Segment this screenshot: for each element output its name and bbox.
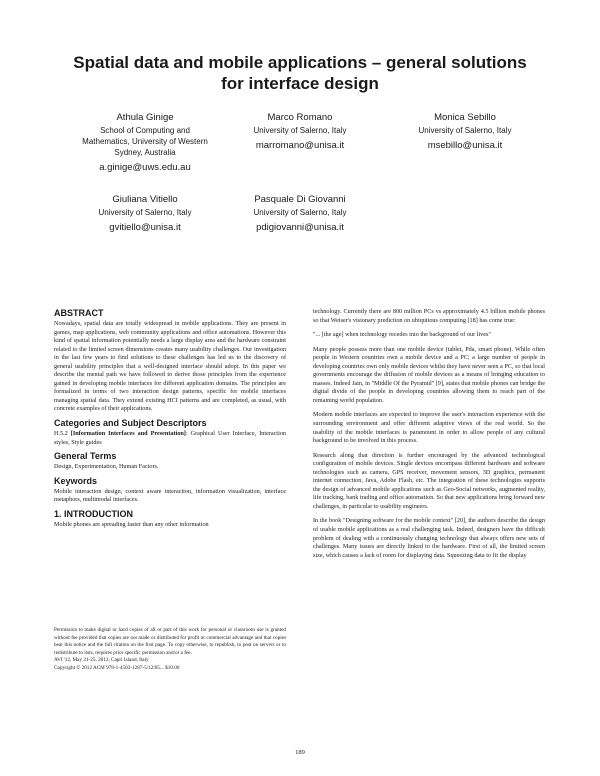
intro-heading: 1. INTRODUCTION <box>54 508 134 519</box>
author-email: a.ginige@uws.edu.au <box>99 162 191 173</box>
abstract-text: Nowadays, spatial data are totally widespread in mobile applications. They are present in games, map applications, web community applications and office automations. However this kind of spatial information potentially needs a large display area and the hardware constraint related to the limited screen dimensions creates many usability challenges. Our investigation in the last few years to find solutions to these challenges has led us to the discovery of general usability principles that a well-designed interface should adopt. In this paper we describe the mental path we have followed to derive those principles from the experience gained in developing mobile interfaces for different application domains. The principles are formalized in terms of two interaction design patterns, specific for mobile interfaces managing spatial data. They extend existing HCI patterns and are completed, as usual, with concrete examples of their applications. <box>54 320 286 413</box>
body-paragraph: technology. Currently there are 800 million PCs vs approximately 4.5 billion mobile phones so that Weiser's visionary prediction on ubiquitous computing [18] has come true: <box>313 308 545 324</box>
paper-title <box>40 52 560 94</box>
author-email: pdigiovanni@unisa.it <box>256 222 344 233</box>
categories-text <box>54 430 286 447</box>
keywords-text: Mobile interaction design, context aware interaction, information visualization, interface metaphors, multimodal interfaces. <box>54 487 286 504</box>
page-number: 189 <box>295 749 305 756</box>
author-name: Marco Romano <box>267 112 333 123</box>
categories-rest: : Graphical User Interface, Interaction styles, Style guides <box>54 430 287 446</box>
author-affiliation: Sydney, Australia <box>114 148 176 157</box>
author-name: Monica Sebillo <box>434 112 496 123</box>
quote-paragraph: "... [the age] when technology recedes into the background of our lives" <box>313 331 491 339</box>
author-name: Giuliana Vitiello <box>112 194 178 205</box>
body-paragraph: In the book "Designing software for the mobile context" [20], the authors describe the design of usable mobile applications as a real challenging task. Indeed, designers have the difficult problem of dealing with a continuously changing technology that always offers new sets of challenges. Many issues are directly linked to the hardware. First of all, the limited screen size, which causes a lack of room for displaying data. Squeezing data to fit the display <box>313 517 545 559</box>
permission-text: Permission to make digital or hard copies of all or part of this work for personal or classroom use is granted without fee provided that copies are not made or distributed for profit or commercial advantage and that copies bear this notice and the full citation on the first page. To copy otherwise, to republish, to post on servers or to redistribute to lists, requires prior specific permission and/or a fee. <box>54 627 286 656</box>
categories-code: H.5.2 <box>54 430 68 438</box>
title-line-2: for interface design <box>221 74 379 93</box>
author-name: Pasquale Di Giovanni <box>254 194 346 205</box>
body-paragraph: Many people possess more than one mobile device (tablet, Pda, smart phone). While often people in Western countries own a mobile device and a PC; a large number of people in developing countries own only mobile devices whilst they have never seen a PC, so that local governments encourage the diffusion of mobile devices as a means of bringing education to masses. Indeed Jain, in "Middle Of the Pyramid" [9], states that mobile phones can bridge the digital divide of the people in developing countries allowing them to reach part of the remaining world population. <box>313 345 545 404</box>
title-line-1: Spatial data and mobile applications – general solutions <box>73 53 527 72</box>
author-affiliation: University of Salerno, Italy <box>418 126 512 135</box>
author-block <box>380 111 550 151</box>
author-affiliation: University of Salerno, Italy <box>253 126 347 135</box>
author-affiliation: University of Salerno, Italy <box>98 208 192 217</box>
left-column <box>54 308 286 529</box>
abstract-heading: ABSTRACT <box>54 308 104 318</box>
copyright-text: Copyright © 2012 ACM 978-1-4503-1287-5/12/05... $10.00 <box>54 664 180 671</box>
terms-heading: General Terms <box>54 451 117 462</box>
conference-text: AVI '12, May 21-25, 2012, Capri Island, Italy <box>54 657 149 664</box>
body-paragraph: Modern mobile interfaces are expected to improve the user's interaction experience with the surrounding environment and offer different adaptive views of the real world. So the usability of the mobile interfaces is paramount in order to allow people of any cultural background to be involved in this process. <box>313 411 545 445</box>
author-email: marromano@unisa.it <box>255 140 345 151</box>
author-email: gvitiello@unisa.it <box>109 222 181 233</box>
author-block <box>60 193 230 233</box>
author-block <box>215 193 385 233</box>
right-column <box>313 308 545 566</box>
intro-text: Mobile phones are spreading faster than any other information <box>54 520 209 528</box>
author-email: msebillo@unisa.it <box>427 140 503 151</box>
author-block <box>60 111 230 173</box>
body-paragraph: Research along that direction is further encouraged by the advanced technological configuration of mobile devices. Single devices encompass different hardware and software technologies such as camera, GPS receiver, movement sensors, 3D graphics, permanent internet connection, Java, Adobe Flash, etc. The integration of these technologies supports the design of advanced mobile applications such as Geo-Social networks, augmented reality, life tracking, bank trading and office automation. So that new applications bring forward new challenges, in particular to usability engineers. <box>313 451 545 510</box>
terms-text: Design, Experimentation, Human Factors. <box>54 463 159 471</box>
keywords-heading: Keywords <box>54 475 98 486</box>
author-block <box>215 111 385 151</box>
author-name: Athula Ginige <box>116 112 174 123</box>
categories-heading: Categories and Subject Descriptors <box>54 418 207 429</box>
permission-block <box>54 627 286 673</box>
author-affiliation: University of Salerno, Italy <box>253 208 347 217</box>
author-affiliation: School of Computing and <box>100 126 190 135</box>
categories-bold: [Information Interfaces and Presentation] <box>70 430 186 438</box>
author-affiliation: Mathematics, University of Western <box>82 137 208 146</box>
